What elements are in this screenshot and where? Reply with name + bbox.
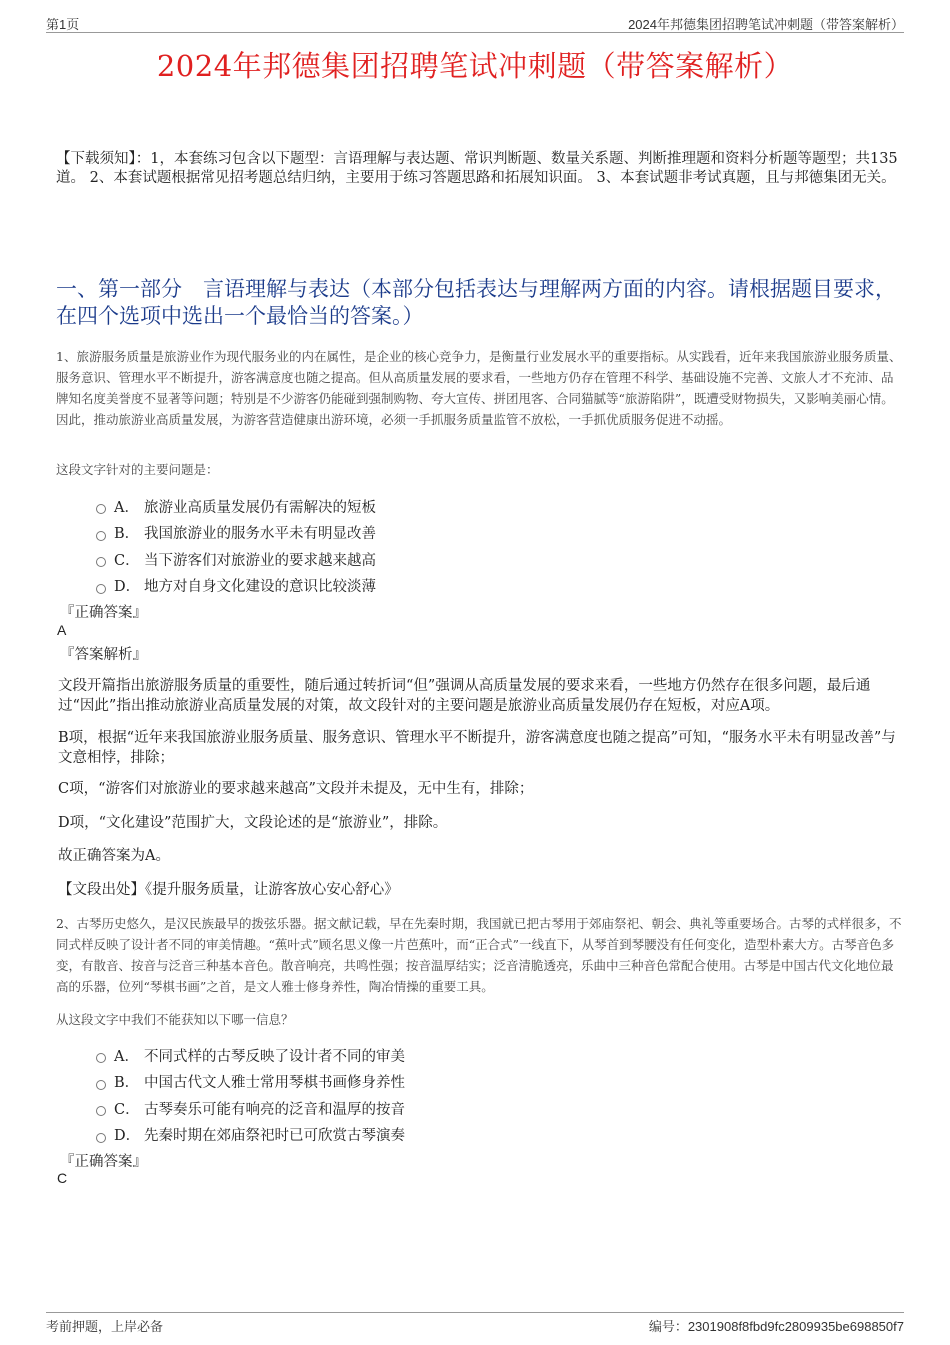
footer-slogan: 考前押题，上岸必备 [46, 1319, 164, 1334]
question-2-options [96, 1042, 796, 1148]
page-title: 2024年邦德集团招聘笔试冲刺题（带答案解析） [156, 49, 794, 83]
option-b[interactable]: B． 中国古代文人雅士常用琴棋书画修身养性 [96, 1069, 796, 1096]
answer-label: 『正确答案』 [60, 1154, 147, 1170]
download-notice: 【下载须知】：1，本套练习包含以下题型：言语理解与表达题、常识判断题、数量关系题、判断推理题和资料分析题等题型；共135道。 2、本套试题根据常见招考题总结归纳，主要用于练习答题思路和拓展知识面。 3、本套试题非考试真题，且与邦德集团无关。 [56, 151, 898, 186]
radio-icon[interactable] [96, 1053, 106, 1063]
source-citation: 【文段出处】《提升服务质量，让游客放心安心舒心》 [58, 882, 399, 898]
question-1-options [96, 493, 796, 599]
question-1-text: 1、旅游服务质量是旅游业作为现代服务业的内在属性，是企业的核心竞争力，是衡量行业发展水平的重要指标。从实践看，近年来我国旅游业服务质量、服务意识、管理水平不断提升，游客满意度也随之提高。但从高质量发展的要求看，一些地方仍存在管理不科学、基础设施不完善、文旅人才不充沛、品牌知名度美誉度不显著等问题；特别是不少游客仍能碰到强制购物、夸大宣传、拼团甩客、合同猫腻等“旅游陷阱”，既遭受财物损失，又影响美丽心情。因此，推动旅游业高质量发展，为游客营造健康出游环境，必须一手抓服务质量监管不放松，一手抓优质服务促进不动摇。 [56, 349, 902, 427]
option-a[interactable]: A． 旅游业高质量发展仍有需解决的短板 [96, 493, 796, 520]
option-d[interactable]: D． 先秦时期在郊庙祭祀时已可欣赏古琴演奏 [96, 1122, 796, 1149]
answer-value: C [57, 1170, 68, 1186]
analysis-paragraph: 文段开篇指出旅游服务质量的重要性，随后通过转折词“但”强调从高质量发展的要求来看，一些地方仍然存在很多问题，最后通过“因此”指出推动旅游业高质量发展的对策，故文段针对的主要问题是旅游业高质量发展仍存在短板，对应A项。 [58, 678, 871, 714]
analysis-paragraph: C项，“游客们对旅游业的要求越来越高”文段并未提及，无中生有，排除； [58, 781, 534, 797]
document-code: 编号：2301908f8fbd9fc2809935be698850f7 [648, 1319, 904, 1334]
answer-value: A [57, 622, 67, 638]
option-a[interactable]: A． 不同式样的古琴反映了设计者不同的审美 [96, 1042, 796, 1069]
question-2-text: 2、古琴历史悠久，是汉民族最早的拨弦乐器。据文献记载，早在先秦时期，我国就已把古琴用于郊庙祭祀、朝会、典礼等重要场合。古琴的式样很多，不同式样反映了设计者不同的审美情趣。“蕉叶式”顾名思义像一片芭蕉叶，而“正合式”一线直下，从琴首到琴腰没有任何变化，造型朴素大方。古琴音色多变，有散音、按音与泛音三种基本音色。散音响亮，共鸣性强；按音温厚结实；泛音清脆透亮，乐曲中三种音色常配合使用。古琴是中国古代文化地位最高的乐器，位列“琴棋书画”之首，是文人雅士修身养性，陶冶情操的重要工具。 [56, 916, 902, 994]
page-number: 第1页 [46, 17, 80, 32]
analysis-paragraph: 故正确答案为A。 [58, 848, 170, 864]
radio-icon[interactable] [96, 1080, 106, 1090]
page-header [46, 14, 904, 33]
option-c[interactable]: C． 古琴奏乐可能有响亮的泛音和温厚的按音 [96, 1095, 796, 1122]
header-doc-title: 2024年邦德集团招聘笔试冲刺题（带答案解析） [628, 17, 904, 32]
section-heading: 一、第一部分 言语理解与表达（本部分包括表达与理解两方面的内容。请根据题目要求，在四个选项中选出一个最恰当的答案。） [56, 277, 896, 328]
question-2-prompt: 从这段文字中我们不能获知以下哪一信息？ [56, 1012, 294, 1027]
option-c[interactable]: C． 当下游客们对旅游业的要求越来越高 [96, 546, 796, 573]
question-1-prompt: 这段文字针对的主要问题是： [56, 462, 219, 477]
radio-icon[interactable] [96, 531, 106, 541]
radio-icon[interactable] [96, 584, 106, 594]
answer-label: 『正确答案』 [60, 605, 147, 621]
radio-icon[interactable] [96, 1133, 106, 1143]
radio-icon[interactable] [96, 504, 106, 514]
radio-icon[interactable] [96, 557, 106, 567]
page-footer [46, 1312, 904, 1336]
analysis-label: 『答案解析』 [60, 647, 147, 663]
analysis-paragraph: B项，根据“近年来我国旅游业服务质量、服务意识、管理水平不断提升，游客满意度也随之提高”可知，“服务水平未有明显改善”与文意相悖，排除； [58, 730, 896, 766]
option-d[interactable]: D． 地方对自身文化建设的意识比较淡薄 [96, 573, 796, 600]
option-b[interactable]: B． 我国旅游业的服务水平未有明显改善 [96, 520, 796, 547]
radio-icon[interactable] [96, 1106, 106, 1116]
analysis-paragraph: D项，“文化建设”范围扩大，文段论述的是“旅游业”，排除。 [58, 815, 448, 831]
